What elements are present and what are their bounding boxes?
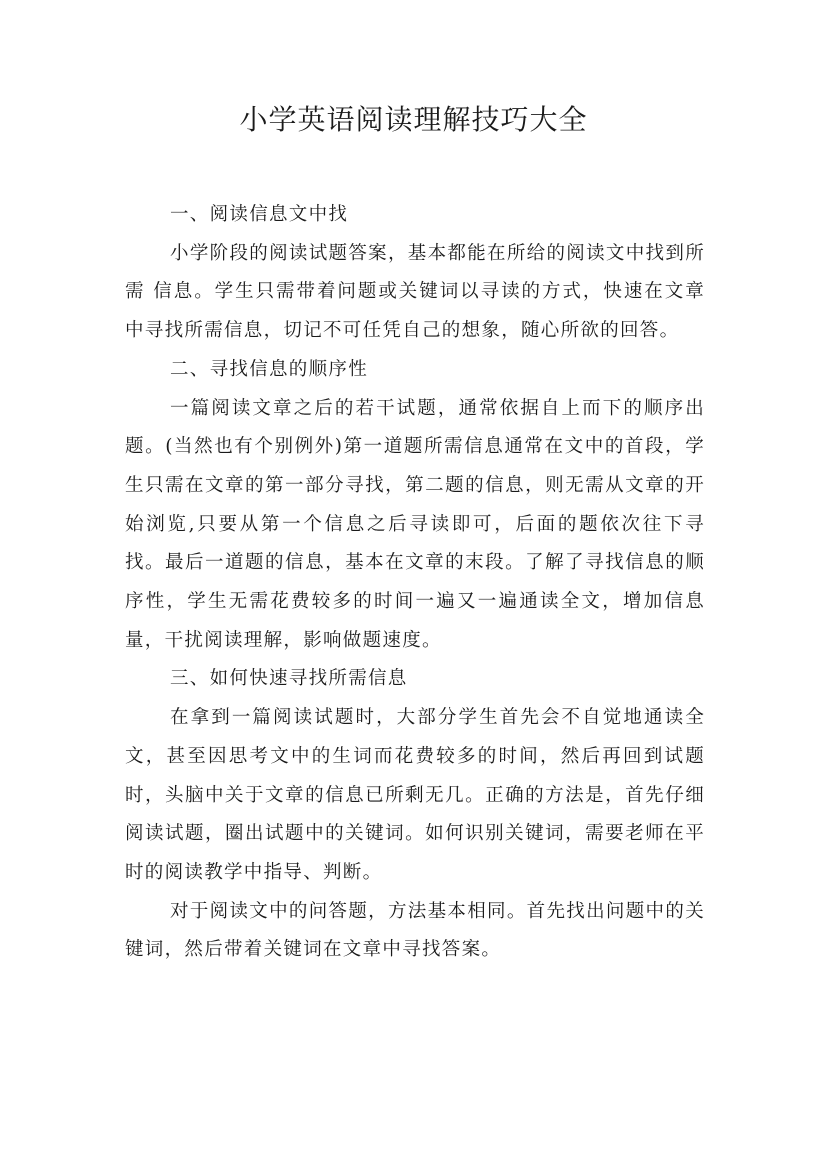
document-body: [125, 196, 705, 970]
section-heading-3: 三、如何快速寻找所需信息: [170, 668, 408, 690]
document-title: 小学英语阅读理解技巧大全: [239, 103, 588, 136]
section-heading-1: 一、阅读信息文中找: [170, 204, 349, 225]
section-3-paragraph-1: 在拿到一篇阅读试题时，大部分学生首先会不自觉地通读全文，甚至因思考文中的生词而花费较多的时间，然后再回到试题时，头脑中关于文章的信息已所剩无几。正确的方法是，首先仔细阅读试题，圈出试题中的关键词。如何识别关键词，需要老师在平时的阅读教学中指导、判断。: [125, 707, 705, 883]
section-heading-2: 二、寻找信息的顺序性: [170, 358, 369, 380]
section-1-paragraph-1: 小学阶段的阅读试题答案，基本都能在所给的阅读文中找到所需 信息。学生只需带着问题或关键词以寻读的方式，快速在文章中寻找所需信息，切记不可任凭自己的想象，随心所欲的回答。: [125, 242, 705, 342]
section-2-paragraph-1: 一篇阅读文章之后的若干试题，通常依据自上而下的顺序出题。(当然也有个别例外)第一道题所需信息通常在文中的首段，学生只需在文章的第一部分寻找，第二题的信息，则无需从文章的开始浏览,只要从第一个信息之后寻读即可，后面的题依次往下寻找。最后一道题的信息，基本在文章的末段。了解了寻找信息的顺序性，学生无需花费较多的时间一遍又一遍通读全文，增加信息量，干扰阅读理解，影响做题速度。: [125, 397, 705, 651]
section-3-paragraph-2: 对于阅读文中的问答题，方法基本相同。首先找出问题中的关键词，然后带着关键词在文章中寻找答案。: [125, 900, 705, 961]
